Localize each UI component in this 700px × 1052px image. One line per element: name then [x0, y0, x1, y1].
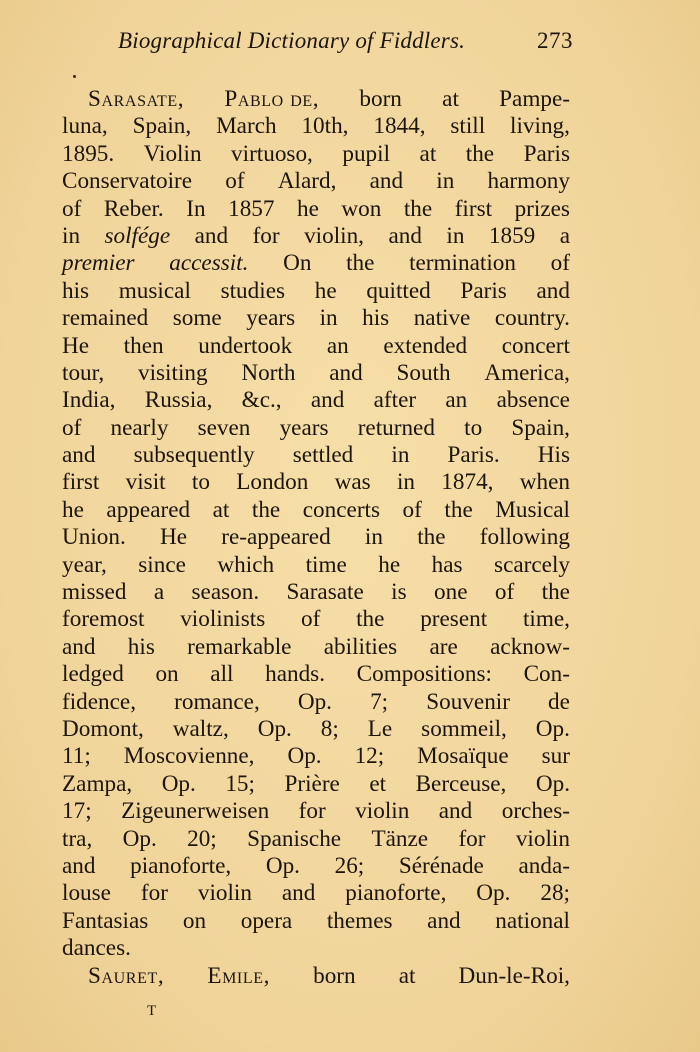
word: Op. [476, 880, 511, 907]
word: Op. [535, 770, 570, 797]
word: Sérénade [398, 852, 484, 879]
word: is [391, 579, 407, 606]
word: years [279, 414, 329, 441]
word: remarkable [187, 633, 292, 660]
word: subsequently [133, 442, 255, 469]
word: and [62, 442, 96, 469]
word: first [62, 469, 100, 496]
word: and [62, 633, 96, 660]
word: remained [62, 305, 149, 332]
word: and [536, 277, 570, 304]
text-line [62, 168, 570, 195]
word: at [419, 140, 437, 167]
text-line [62, 442, 570, 469]
word: in [436, 168, 455, 195]
word: 15; [225, 770, 255, 797]
word: 26; [334, 852, 365, 879]
word: an [445, 387, 468, 414]
text-line [62, 743, 570, 770]
word: harmony [487, 168, 570, 195]
word: Spain, [132, 113, 192, 140]
word: Paris [523, 140, 570, 167]
word: of [550, 250, 570, 277]
text-line [62, 716, 570, 743]
word: returned [357, 414, 435, 441]
word: Op. [265, 852, 300, 879]
word: romance, [174, 688, 260, 715]
word: still [450, 113, 486, 140]
word: and [427, 907, 461, 934]
text-line [62, 935, 570, 962]
word: 1895. [62, 140, 115, 167]
word: Op. [122, 825, 157, 852]
word: Paris [460, 277, 507, 304]
word: pianoforte, [345, 880, 447, 907]
word: the [417, 524, 446, 551]
word: born [359, 86, 402, 112]
word: won [341, 195, 382, 222]
word: on [155, 661, 179, 688]
word: some [172, 305, 222, 332]
word: re-appeared [221, 524, 331, 551]
word: the [403, 195, 433, 222]
word: he [314, 277, 337, 304]
word: et [369, 770, 387, 797]
word: premier [62, 250, 135, 277]
word: Zampa, [62, 770, 133, 797]
text-line [62, 415, 570, 442]
word: first [454, 195, 493, 222]
word: and [310, 387, 345, 414]
word: Compositions: [356, 661, 492, 688]
word: 1857 [228, 195, 275, 222]
word: concert [501, 332, 570, 359]
word: all [210, 661, 234, 688]
word: national [495, 907, 570, 934]
text-line [62, 113, 570, 140]
word: his [127, 633, 155, 660]
word: violin [355, 798, 410, 825]
word: Sauret, [88, 962, 165, 989]
word: Dun-le-Roi, [458, 962, 570, 989]
word: India, [62, 387, 116, 414]
word: Reber. [103, 195, 164, 222]
word: violin [515, 825, 570, 852]
word: the [356, 606, 385, 633]
word: the [541, 579, 570, 606]
text-line [62, 360, 570, 387]
word: Op. [161, 770, 196, 797]
word: after [373, 387, 417, 414]
word: an [326, 332, 349, 359]
word: Alard, [277, 168, 337, 195]
word: Emile, [207, 962, 270, 989]
word: living, [510, 113, 570, 140]
word: at [442, 86, 459, 112]
word: and [438, 798, 473, 825]
text-line [62, 661, 570, 688]
word: hands. [265, 661, 326, 688]
word: then [123, 332, 164, 359]
text-line [62, 552, 570, 579]
word: the [465, 140, 495, 167]
word: Op. [287, 743, 322, 770]
word: a [153, 579, 165, 606]
word: visit [125, 469, 166, 496]
word: present [420, 606, 488, 633]
word: Prière [284, 770, 340, 797]
word: Paris. [447, 442, 500, 469]
word: themes [326, 907, 393, 934]
word: fidence, [62, 688, 137, 715]
word: solfége [104, 222, 171, 249]
word: sur [541, 743, 570, 770]
word: Spanische [247, 825, 342, 852]
word: in [396, 469, 416, 496]
text-line [62, 634, 570, 661]
word: acknow- [490, 633, 570, 660]
word: native [413, 305, 471, 332]
word: his [62, 277, 90, 304]
word: ledged [62, 661, 124, 688]
text-line [62, 278, 570, 305]
word: Souvenir [426, 688, 510, 715]
word: 7; [370, 688, 389, 715]
word: London [236, 469, 309, 496]
word: abilities [323, 633, 398, 660]
word: 11; [62, 743, 91, 770]
word: 1874, [441, 469, 494, 496]
text-line [62, 223, 570, 250]
dictionary-entries [62, 86, 570, 990]
word: time, [522, 606, 570, 633]
word: and [369, 168, 404, 195]
word: born [313, 962, 356, 989]
word: he [378, 551, 401, 578]
word: was [334, 469, 371, 496]
word: tra, [62, 825, 93, 852]
word: Mosaïque [417, 743, 509, 770]
word: seven [197, 414, 251, 441]
word: March [216, 113, 277, 140]
word: 12; [354, 743, 385, 770]
word: the [346, 250, 375, 277]
word: in [62, 222, 81, 249]
word: musical [118, 277, 191, 304]
word: violinists [180, 606, 266, 633]
word: of [301, 606, 321, 633]
word: He [62, 332, 90, 359]
word: extended [383, 332, 468, 359]
text-line [62, 689, 570, 716]
word: in [364, 524, 383, 551]
running-title: Biographical Dictionary of Fiddlers. [118, 28, 466, 53]
word: 8; [320, 715, 339, 742]
text-line [62, 469, 570, 496]
word: Union. [62, 524, 126, 551]
text-line [62, 333, 570, 360]
word: Violin [143, 140, 202, 167]
word: concerts [302, 496, 381, 523]
word: visiting [138, 359, 208, 386]
word: since [138, 551, 186, 578]
text-line [62, 141, 570, 168]
ink-speck [73, 75, 76, 78]
word: and [329, 359, 363, 386]
word: 10th, [301, 113, 349, 140]
word: settled [292, 442, 354, 469]
word: in [391, 442, 410, 469]
word: following [479, 524, 570, 551]
word: he [62, 496, 84, 523]
word: Zigeunerweisen [121, 798, 270, 825]
word: Con- [523, 661, 570, 688]
text-line [62, 387, 570, 414]
word: prizes [514, 195, 570, 222]
word: year, [62, 551, 107, 578]
word: luna, [62, 113, 108, 140]
word: quitted [366, 277, 431, 304]
text-line [62, 497, 570, 524]
word: in [319, 305, 338, 332]
word: to [191, 469, 210, 496]
word: years [246, 305, 296, 332]
word: 17; [62, 798, 92, 825]
word: on [182, 907, 207, 934]
word: His [537, 442, 570, 469]
word: Tänze [371, 825, 429, 852]
word: Op. [257, 715, 292, 742]
word: Pablo de, [224, 86, 320, 112]
word: of [494, 579, 515, 606]
word: Op. [297, 688, 332, 715]
text-line [62, 305, 570, 332]
word: of [62, 195, 82, 222]
word: Spain, [511, 414, 570, 441]
word: he [296, 195, 319, 222]
word: violin, [304, 222, 364, 249]
word: when [519, 469, 570, 496]
word: Le [367, 715, 393, 742]
word: orches- [501, 798, 570, 825]
word: In [186, 195, 206, 222]
word: pupil [342, 140, 391, 167]
word: season. [191, 579, 260, 606]
word: 1859 [488, 222, 536, 249]
word: which [217, 551, 275, 578]
word: missed [62, 579, 127, 606]
word: 20; [187, 825, 217, 852]
text-line [62, 524, 570, 551]
word: 28; [540, 880, 570, 907]
word: of [225, 168, 245, 195]
text-line [62, 250, 570, 277]
text-line [62, 963, 570, 990]
word: louse [62, 880, 111, 907]
signature-mark: T [147, 1003, 158, 1019]
word: of [62, 414, 82, 441]
word: On [283, 250, 312, 277]
word: sommeil, [421, 715, 507, 742]
word: South [396, 359, 451, 386]
word: to [464, 414, 483, 441]
word: appeared [106, 496, 191, 523]
text-line [62, 606, 570, 633]
word: waltz, [172, 715, 229, 742]
text-line [62, 196, 570, 223]
word: Musical [495, 496, 570, 523]
word: time [305, 551, 347, 578]
word: for [252, 222, 280, 249]
word: Sarasate [286, 579, 364, 606]
word: his [362, 305, 390, 332]
text-line [62, 826, 570, 853]
text-line [62, 798, 570, 825]
word: Op. [535, 715, 570, 742]
page-header [118, 28, 573, 62]
text-line [62, 771, 570, 798]
word: and [62, 852, 96, 879]
word: termination [409, 250, 516, 277]
word: Domont, [62, 715, 144, 742]
word: absence [496, 387, 570, 414]
word: scarcely [494, 551, 570, 578]
word: nearly [110, 414, 169, 441]
word: North [241, 359, 296, 386]
word: de [548, 688, 570, 715]
word: Fantasias [62, 907, 149, 934]
word: for [140, 880, 168, 907]
text-line [62, 579, 570, 606]
word: dances. [62, 935, 131, 962]
word: at [212, 496, 230, 523]
word: foremost [62, 606, 145, 633]
word: pianoforte, [130, 852, 232, 879]
word: are [429, 633, 458, 660]
word: undertook [198, 332, 293, 359]
page-number: 273 [537, 28, 573, 53]
word: and [194, 222, 229, 249]
word: and [281, 880, 316, 907]
word: one [434, 579, 468, 606]
word: the [251, 496, 281, 523]
word: 1844, [373, 113, 426, 140]
word: tour, [62, 359, 105, 386]
word: Moscovienne, [123, 743, 255, 770]
word: has [431, 551, 463, 578]
word: at [398, 962, 416, 989]
word: for [298, 798, 326, 825]
word: opera [240, 907, 293, 934]
word: studies [220, 277, 286, 304]
word: Russia, [144, 387, 213, 414]
word: Conservatoire [62, 168, 193, 195]
text-line [62, 880, 570, 907]
word: America, [484, 359, 570, 386]
word: &c., [241, 387, 282, 414]
word: virtuoso, [231, 140, 313, 167]
text-line [62, 853, 570, 880]
word: of [402, 496, 422, 523]
word: and [388, 222, 422, 249]
word: a [559, 222, 570, 249]
word: in [446, 222, 465, 249]
word: the [444, 496, 473, 523]
text-line [62, 86, 570, 113]
word: He [160, 524, 188, 551]
word: for [458, 825, 486, 852]
text-line [62, 908, 570, 935]
word: country. [494, 305, 570, 332]
word: Berceuse, [415, 770, 507, 797]
word: anda- [518, 852, 570, 879]
word: Sarasate, [88, 86, 185, 112]
word: violin [197, 880, 252, 907]
word: accessit. [169, 250, 249, 277]
word: Pampe- [499, 86, 570, 112]
